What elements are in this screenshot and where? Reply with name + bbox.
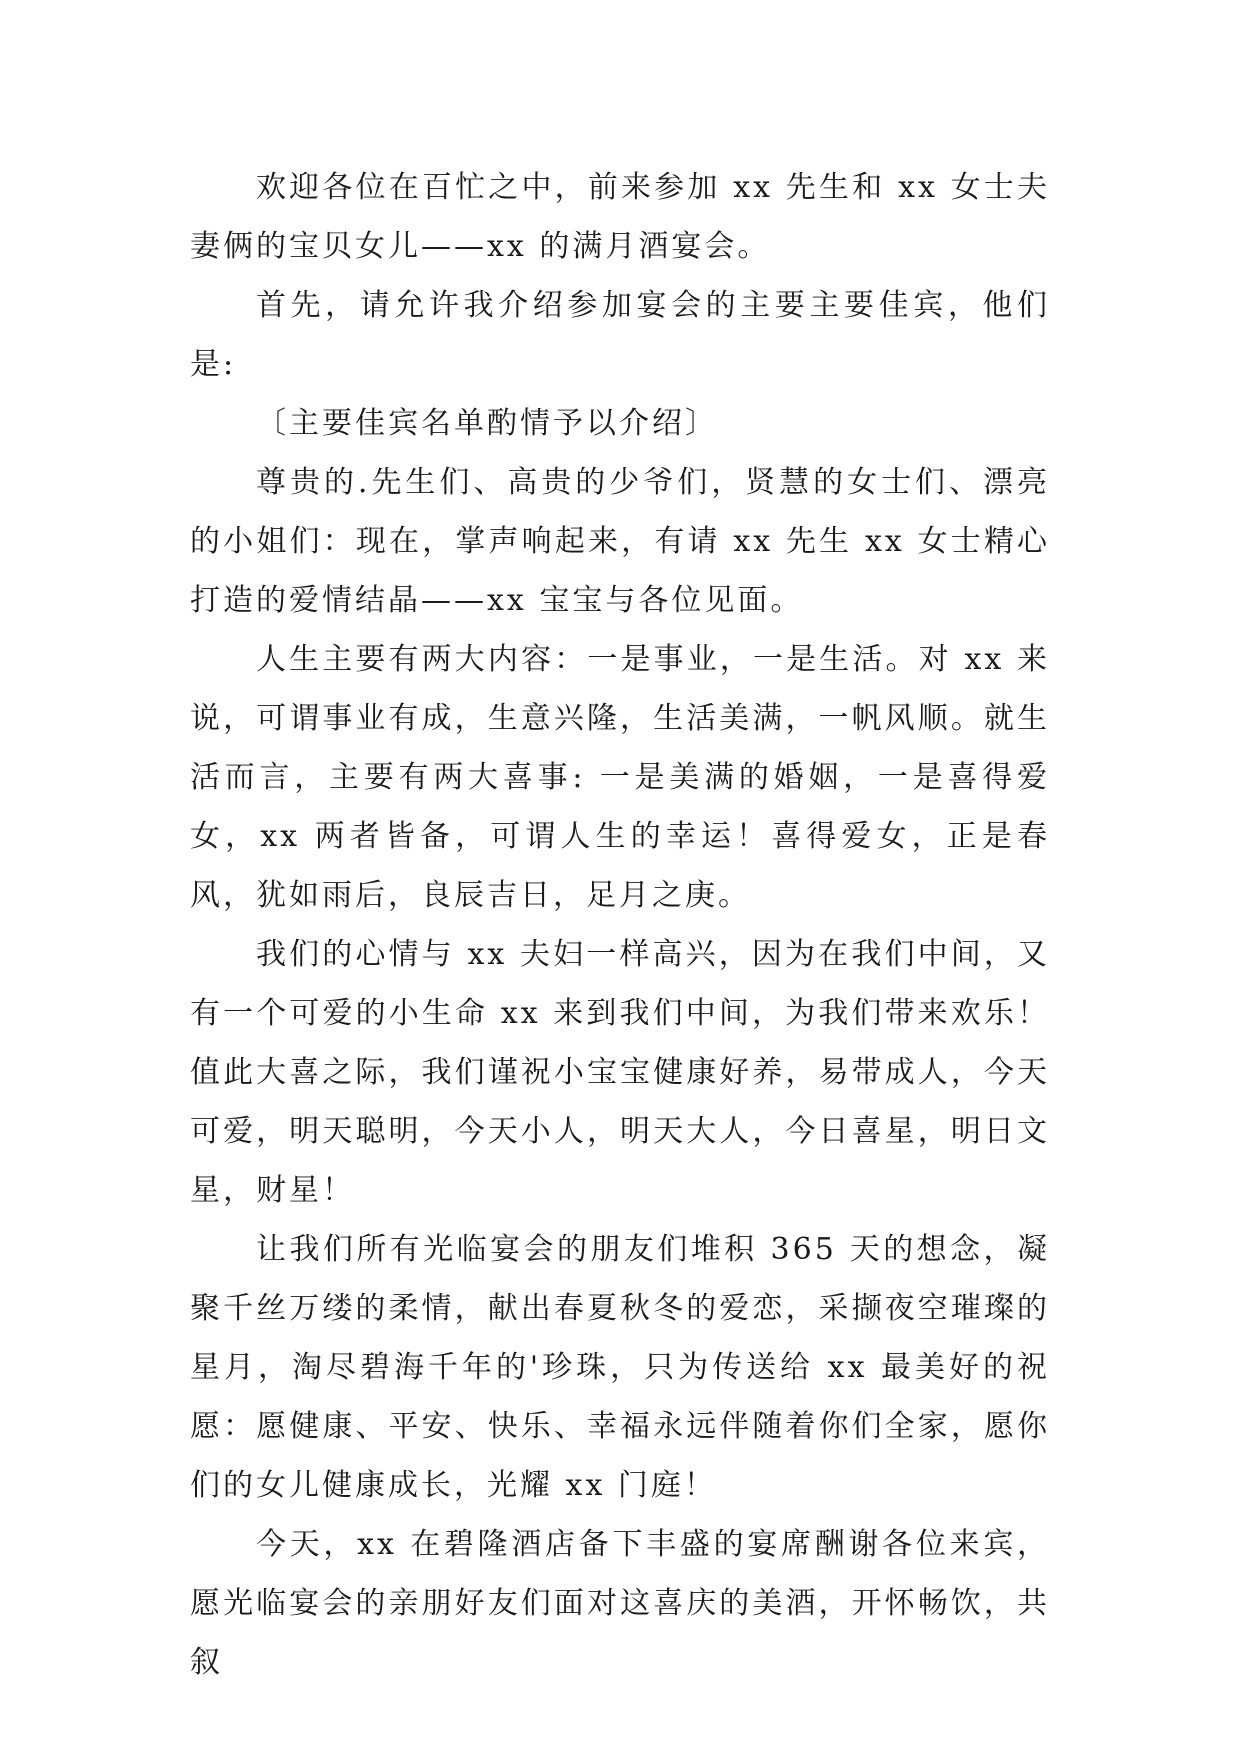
paragraph-wishes: 让我们所有光临宴会的朋友们堆积 365 天的想念，凝聚千丝万缕的柔情，献出春夏秋冬的爱恋，采撷夜空璀璨的星月，淘尽碧海千年的'珍珠，只为传送给 xx 最美好的祝愿：愿健康、平安、快乐、幸福永远伴随着你们全家，愿你们的女儿健康成长，光耀 xx 门庭！ [190, 1232, 1050, 1503]
paragraph-guest-intro: 首先，请允许我介绍参加宴会的主要主要佳宾，他们是: [190, 288, 1050, 382]
paragraph-blessing: 我们的心情与 xx 夫妇一样高兴，因为在我们中间，又有一个可爱的小生命 xx 来到我们中间，为我们带来欢乐！值此大喜之际，我们谨祝小宝宝健康好养，易带成人，今天可爱，明天聪明，今天小人，明天大人，今日喜星，明日文星，财星！ [190, 937, 1050, 1208]
paragraph-life-content: 人生主要有两大内容：一是事业，一是生活。对 xx 来说，可谓事业有成，生意兴隆，生活美满，一帆风顺。就生活而言，主要有两大喜事: 一是美满的婚姻，一是喜得爱女，xx 两者皆备，可谓人生的幸运！喜得爱女，正是春风，犹如雨后，良辰吉日，足月之庚。 [190, 642, 1050, 913]
paragraph-greeting: 尊贵的.先生们、高贵的少爷们，贤慧的女士们、漂亮的小姐们：现在，掌声响起来，有请 xx 先生 xx 女士精心打造的爱情结晶——xx 宝宝与各位见面。 [190, 465, 1050, 618]
document-body [190, 158, 1050, 1692]
paragraph-guest-list-note: 〔主要佳宾名单酌情予以介绍〕 [256, 406, 718, 441]
paragraph-welcome: 欢迎各位在百忙之中，前来参加 xx 先生和 xx 女士夫妻俩的宝贝女儿——xx 的满月酒宴会。 [190, 170, 1050, 264]
paragraph-banquet: 今天，xx 在碧隆酒店备下丰盛的宴席酬谢各位来宾，愿光临宴会的亲朋好友们面对这喜庆的美酒，开怀畅饮，共叙 [190, 1527, 1050, 1680]
